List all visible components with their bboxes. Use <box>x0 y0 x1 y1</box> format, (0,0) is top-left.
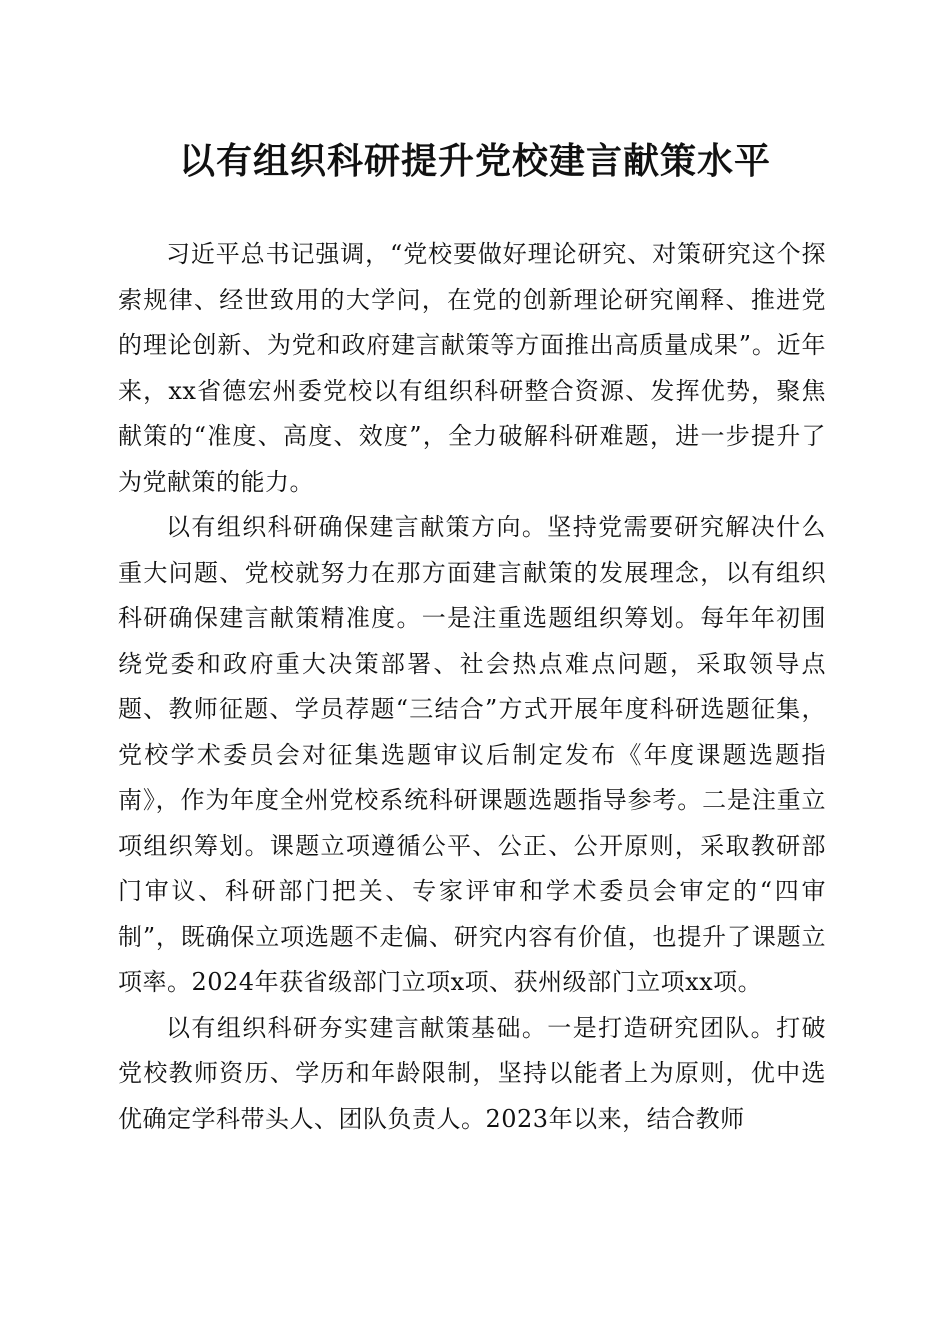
paragraph-direction: 以有组织科研确保建言献策方向。坚持党需要研究解决什么重大问题、党校就努力在那方面建言献策的发展理念，以有组织科研确保建言献策精准度。一是注重选题组织筹划。每年年初围绕党委和政府重大决策部署、社会热点难点问题，采取领导点题、教师征题、学员荐题“三结合”方式开展年度科研选题征集，党校学术委员会对征集选题审议后制定发布《年度课题选题指南》，作为年度全州党校系统科研课题选题指导参考。二是注重立项组织筹划。课题立项遵循公平、公正、公开原则，采取教研部门审议、科研部门把关、专家评审和学术委员会审定的“四审制”，既确保立项选题不走偏、研究内容有价值，也提升了课题立项率。2024年获省级部门立项x项、获州级部门立项xx项。 <box>118 513 826 996</box>
document-title: 以有组织科研提升党校建言献策水平 <box>178 141 771 182</box>
paragraph-intro: 习近平总书记强调，“党校要做好理论研究、对策研究这个探索规律、经世致用的大学问，在党的创新理论研究阐释、推进党的理论创新、为党和政府建言献策等方面推出高质量成果”。近年来，xx省德宏州委党校以有组织科研整合资源、发挥优势，聚焦献策的“准度、高度、效度”，全力破解科研难题，进一步提升了为党献策的能力。 <box>118 240 826 496</box>
paragraph-foundation: 以有组织科研夯实建言献策基础。一是打造研究团队。打破党校教师资历、学历和年龄限制，坚持以能者上为原则，优中选优确定学科带头人、团队负责人。2023年以来，结合教师 <box>118 1013 826 1133</box>
document-body <box>118 232 826 1142</box>
